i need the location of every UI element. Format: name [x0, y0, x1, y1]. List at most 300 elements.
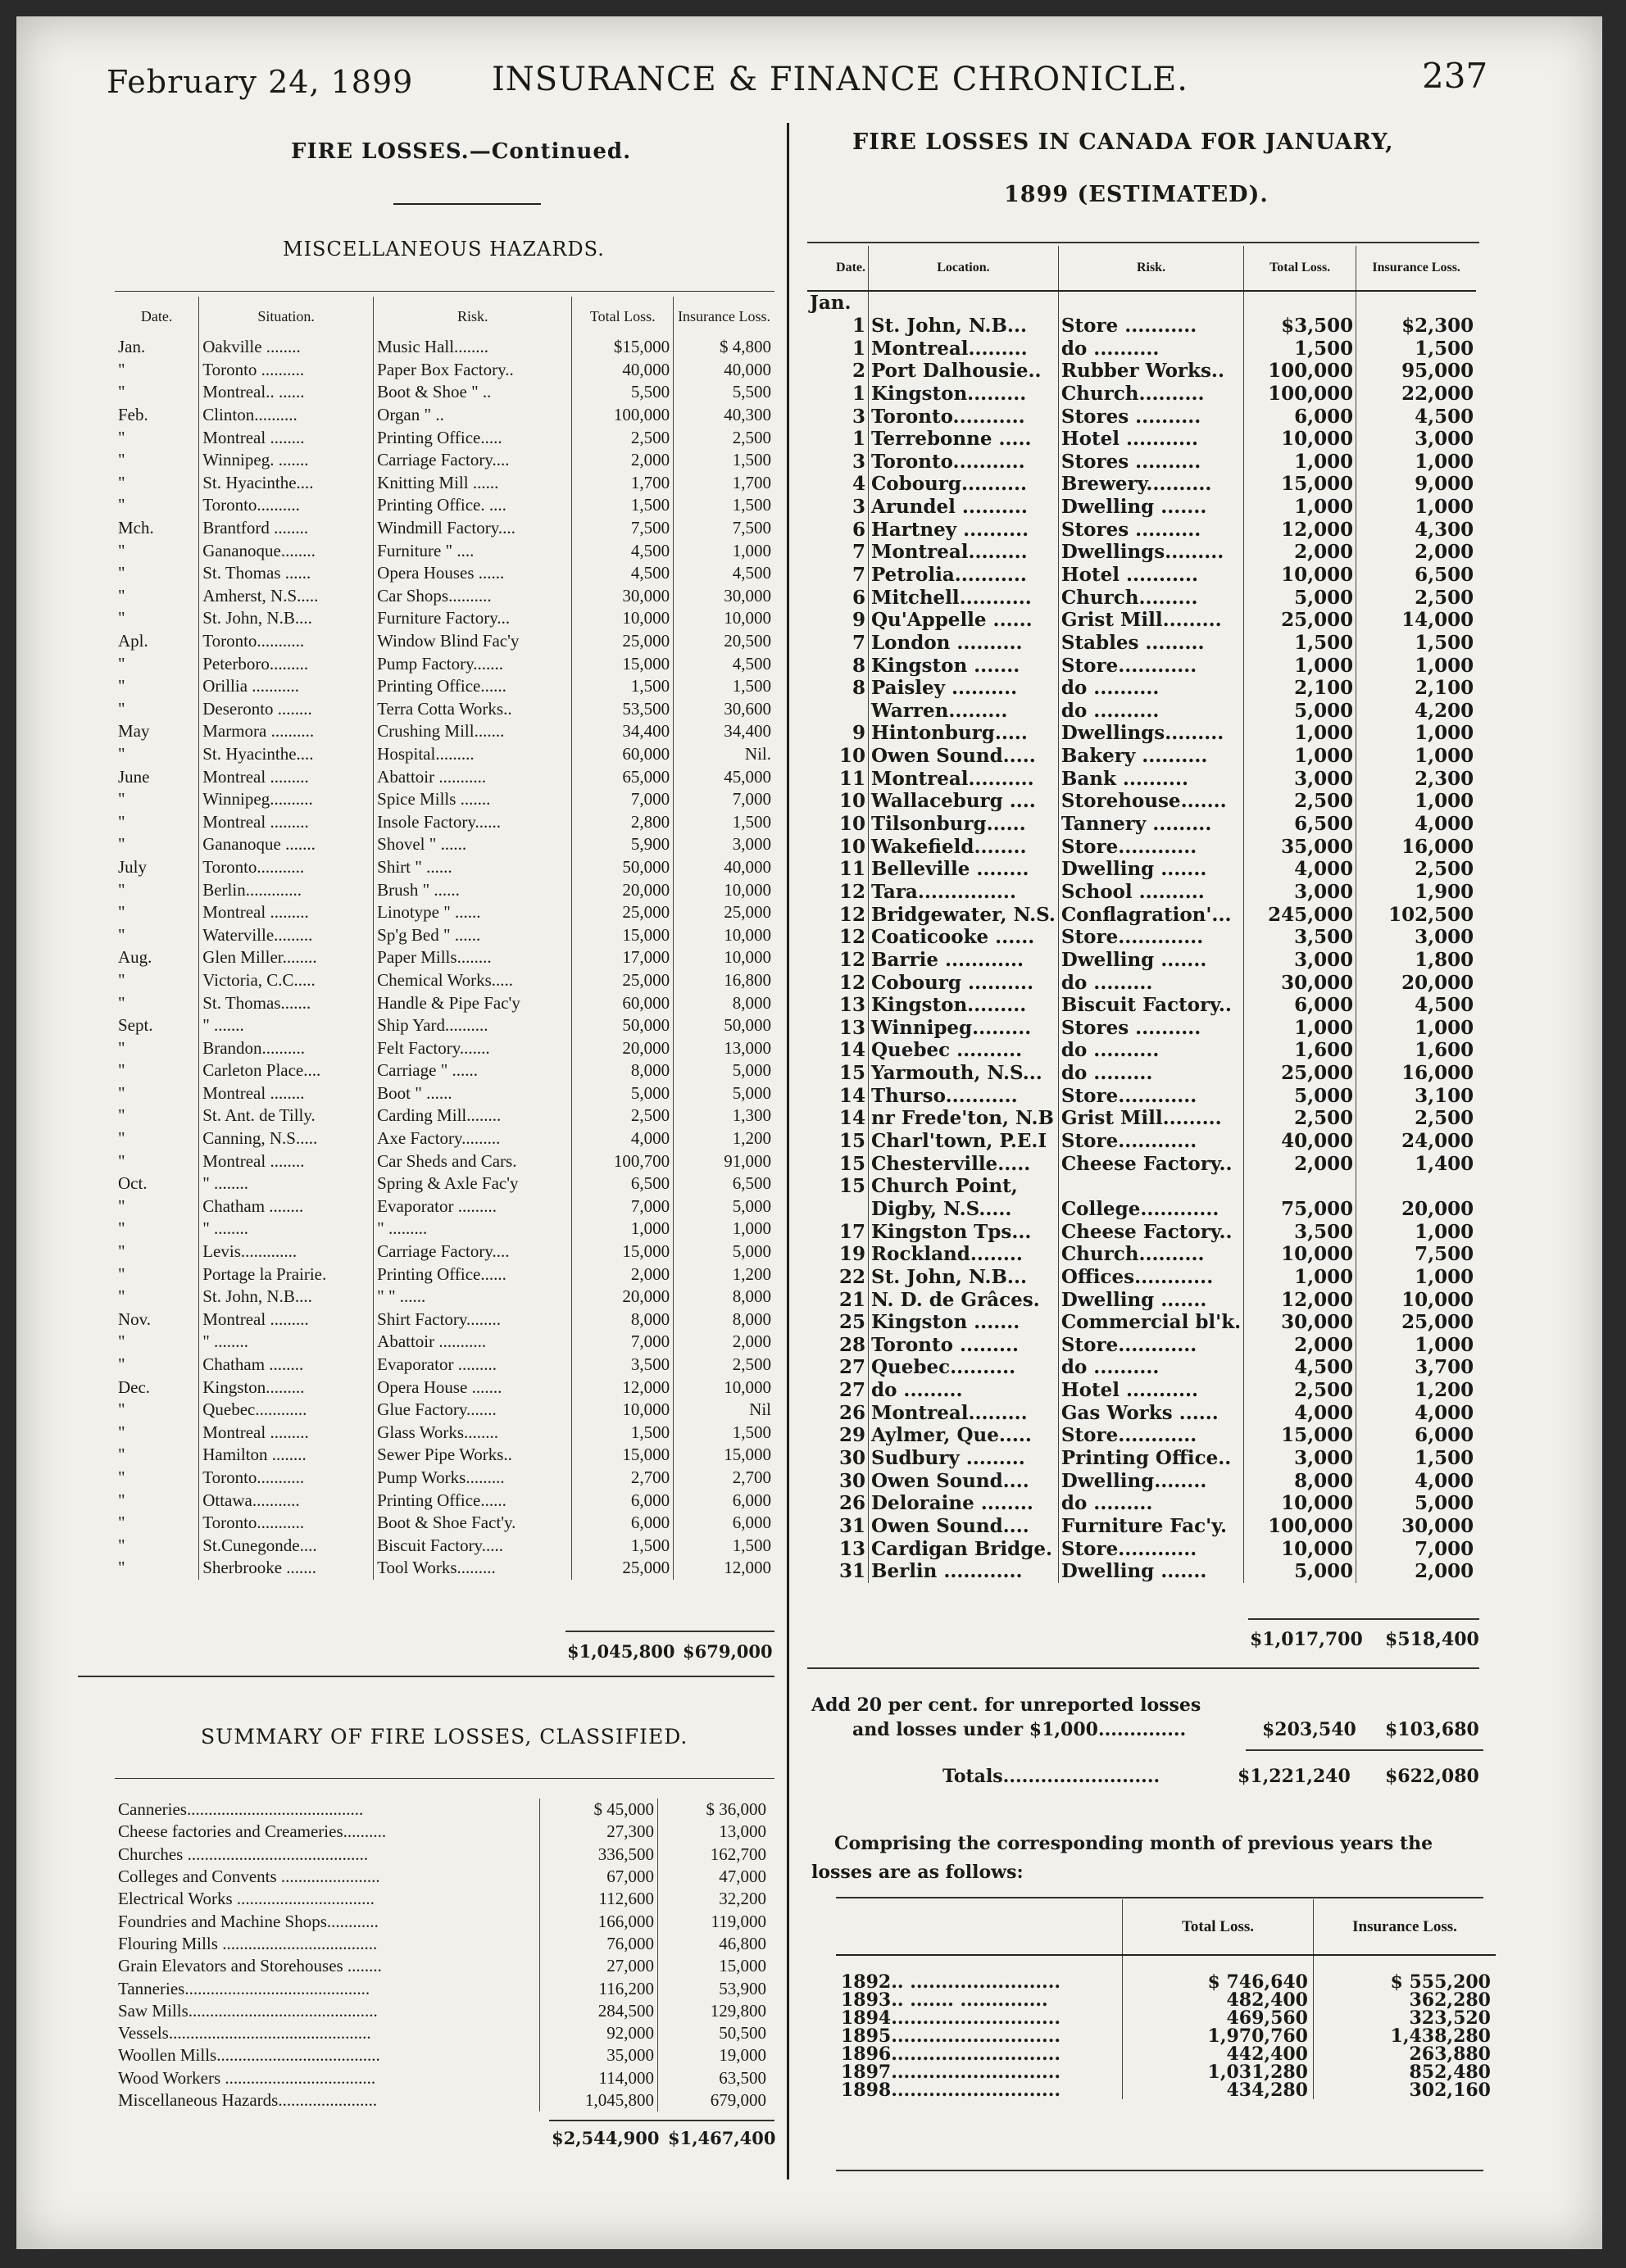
jan-row-cell: 3: [807, 405, 869, 428]
jan-row-cell: 1,500: [1244, 337, 1356, 360]
misc-row: [115, 426, 774, 449]
col-situation-header: Situation.: [199, 297, 374, 336]
misc-row: [115, 381, 774, 404]
misc-row: [115, 1512, 774, 1535]
misc-row-cell: $ 4,800: [720, 337, 771, 357]
summary-row-cell: 35,000: [540, 2044, 658, 2066]
misc-row-cell: Printing Office......: [374, 675, 572, 698]
jan-row-cell: 31: [807, 1560, 869, 1583]
misc-row-cell: 1,500: [572, 675, 674, 698]
prev-year-row: [836, 2063, 1496, 2081]
jan-bottom-rule: [807, 1667, 1479, 1669]
misc-row-cell: Winnipeg. .......: [199, 449, 374, 472]
misc-row-cell: Sept.: [115, 1014, 199, 1037]
misc-row-cell: ": [115, 1467, 199, 1490]
misc-row: [115, 1534, 774, 1557]
misc-row: [115, 878, 774, 901]
jan-row: [807, 1107, 1476, 1130]
misc-row-cell: ": [115, 1082, 199, 1105]
misc-row-cell: 3,500: [572, 1354, 674, 1377]
jan-row-cell: 10: [807, 835, 869, 858]
misc-row-cell: Clinton..........: [199, 404, 374, 427]
misc-row-cell: 34,400: [572, 720, 674, 743]
misc-row-cell: 1,000: [732, 540, 771, 560]
jan-row-cell: 7,000: [1415, 1537, 1474, 1560]
jan-row-cell: Winnipeg.........: [869, 1017, 1059, 1040]
jan-row-cell: 1,500: [1244, 632, 1356, 655]
misc-row-cell: 25,000: [572, 1557, 674, 1580]
misc-row-cell: Toronto ..........: [199, 359, 374, 382]
misc-row-cell: Axe Factory.........: [374, 1127, 572, 1150]
jan-row-cell: Kingston.........: [869, 383, 1059, 406]
jan-row-cell: 4,200: [1415, 699, 1474, 722]
jan-row-cell: 27: [807, 1379, 869, 1402]
misc-row-cell: 1,500: [572, 494, 674, 517]
misc-row-cell: ": [115, 539, 199, 562]
prev-year-row-cell: 469,560: [1123, 2009, 1314, 2027]
jan-row-cell: 9: [807, 609, 869, 632]
misc-hazards-heading: MISCELLANEOUS HAZARDS.: [283, 238, 605, 261]
misc-row-cell: Toronto..........: [199, 494, 374, 517]
jan-row-cell: Yarmouth, N.S...: [869, 1062, 1059, 1085]
misc-row-cell: Printing Office......: [374, 1263, 572, 1286]
jan-row: [807, 1017, 1476, 1040]
jan-row-cell: Stores ..........: [1058, 1017, 1243, 1040]
january-subheading: 1899 (ESTIMATED).: [1004, 182, 1269, 207]
jan-row-cell: 1,600: [1415, 1039, 1474, 1062]
jan-row-cell: 22,000: [1401, 382, 1474, 405]
misc-row-cell: 4,500: [732, 563, 771, 583]
jan-col-risk-header: Risk.: [1058, 246, 1243, 291]
jan-row: [807, 1356, 1476, 1379]
jan-row-cell: 15: [807, 1062, 869, 1085]
misc-row-cell: 2,500: [572, 426, 674, 449]
jan-row-cell: 1,800: [1415, 948, 1474, 971]
jan-row-cell: 3,500: [1244, 926, 1356, 949]
misc-row-cell: Chatham ........: [199, 1354, 374, 1377]
misc-row-cell: Carleton Place....: [199, 1059, 374, 1082]
prev-year-row: [836, 2027, 1496, 2045]
misc-row: [115, 1173, 774, 1195]
misc-row-cell: Linotype " ......: [374, 901, 572, 924]
jan-row-cell: Conflagration'...: [1058, 903, 1243, 926]
misc-row: [115, 720, 774, 743]
misc-row-cell: ": [115, 1534, 199, 1557]
misc-row-cell: St. Ant. de Tilly.: [199, 1105, 374, 1127]
misc-row-cell: ": [115, 494, 199, 517]
misc-row: [115, 1489, 774, 1512]
jan-row-cell: Stables .........: [1058, 632, 1243, 655]
misc-row-cell: 5,000: [732, 1241, 771, 1262]
jan-row-cell: Montreal..........: [869, 767, 1059, 790]
prev-year-row-cell: 1893.. ....... ..............: [836, 1991, 1123, 2009]
jan-row-cell: 8,000: [1244, 1469, 1356, 1492]
add-percent-insurance: $103,680: [1385, 1719, 1479, 1740]
jan-row-cell: 1,000: [1415, 1016, 1474, 1039]
misc-row-cell: Organ " ..: [374, 404, 572, 427]
jan-row-cell: do ..........: [1058, 677, 1243, 700]
prev-year-row-cell: 263,880: [1409, 2043, 1491, 2065]
jan-row-cell: 1,500: [1415, 1446, 1474, 1469]
jan-table-top-rule: [807, 242, 1479, 243]
jan-row-cell: Dwelling .......: [1058, 1560, 1243, 1583]
jan-col-insurance-loss-header: Insurance Loss.: [1372, 261, 1460, 274]
misc-row-cell: Deseronto ........: [199, 698, 374, 721]
misc-row-cell: Portage la Prairie.: [199, 1263, 374, 1286]
misc-row-cell: 10,000: [572, 1399, 674, 1422]
jan-row-cell: Dwelling .......: [1058, 496, 1243, 519]
misc-row-cell: 1,700: [732, 472, 771, 492]
jan-row-cell: 1,000: [1244, 722, 1356, 745]
jan-row-cell: 4,300: [1415, 518, 1474, 541]
misc-row-cell: 3,000: [732, 834, 771, 855]
summary-row: [115, 2067, 770, 2089]
jan-row-cell: 2,000: [1244, 1333, 1356, 1356]
misc-row-cell: 5,000: [732, 1060, 771, 1081]
jan-row: [807, 790, 1476, 813]
summary-row-cell: Saw Mills............................................: [115, 2000, 540, 2022]
summary-row: [115, 2000, 770, 2022]
jan-row-cell: 26: [807, 1492, 869, 1515]
misc-row-cell: 1,500: [732, 1422, 771, 1442]
misc-total-rule: [565, 1631, 774, 1632]
jan-row-cell: Offices............: [1058, 1266, 1243, 1289]
jan-row-cell: Dwellings.........: [1058, 541, 1243, 564]
jan-row-cell: School ..........: [1058, 881, 1243, 904]
misc-row: [115, 494, 774, 517]
misc-row-cell: 45,000: [724, 766, 771, 787]
jan-row: [807, 564, 1476, 587]
summary-row-cell: 116,200: [540, 1977, 658, 1999]
misc-row-cell: Aug.: [115, 946, 199, 969]
misc-row-cell: ": [115, 1286, 199, 1309]
misc-row-cell: Orillia ...........: [199, 675, 374, 698]
jan-row-cell: Stores ..........: [1058, 405, 1243, 428]
jan-col-date-header: Date.: [807, 246, 869, 291]
misc-row-cell: 6,000: [732, 1490, 771, 1510]
misc-row: [115, 1422, 774, 1445]
jan-row-cell: Petrolia...........: [869, 564, 1059, 587]
misc-row: [115, 969, 774, 992]
misc-row-cell: 1,000: [572, 1218, 674, 1241]
misc-row-cell: Tool Works.........: [374, 1557, 572, 1580]
jan-row-cell: Wallaceburg ....: [869, 790, 1059, 813]
jan-row-cell: 2,300: [1415, 767, 1474, 790]
summary-row-cell: Colleges and Convents .......................: [115, 1866, 540, 1888]
jan-row-cell: 4,000: [1244, 1401, 1356, 1424]
misc-row-cell: ": [115, 1195, 199, 1218]
jan-row-cell: 4,000: [1244, 858, 1356, 881]
jan-row: [807, 767, 1476, 790]
jan-row-cell: 7: [807, 564, 869, 587]
misc-row: [115, 1354, 774, 1377]
misc-row-cell: ": [115, 1241, 199, 1263]
summary-row: [115, 1977, 770, 1999]
misc-row-cell: Terra Cotta Works..: [374, 698, 572, 721]
prev-col-total-header: Total Loss.: [1123, 1899, 1314, 1955]
jan-row-cell: Charl'town, P.E.I: [869, 1130, 1059, 1153]
jan-row-cell: Sudbury .........: [869, 1447, 1059, 1470]
jan-row-cell: 10: [807, 790, 869, 813]
misc-row-cell: Felt Factory.......: [374, 1036, 572, 1059]
jan-row-cell: 12: [807, 881, 869, 904]
misc-row-cell: ": [115, 1036, 199, 1059]
summary-row-cell: Electrical Works ................................: [115, 1888, 540, 1910]
misc-row-cell: Carriage " ......: [374, 1059, 572, 1082]
jan-row-cell: 13: [807, 1537, 869, 1560]
jan-row-cell: Grist Mill.........: [1058, 609, 1243, 632]
summary-row-cell: Foundries and Machine Shops............: [115, 1910, 540, 1932]
misc-row-cell: 2,800: [572, 810, 674, 833]
misc-row-cell: 20,000: [572, 878, 674, 901]
jan-row: [807, 1515, 1476, 1538]
jan-row: [807, 473, 1476, 496]
summary-row-cell: 15,000: [719, 1956, 766, 1976]
jan-row-cell: Church Point,: [869, 1175, 1059, 1198]
jan-row-cell: Dwelling........: [1058, 1469, 1243, 1492]
misc-row-cell: Brandon..........: [199, 1036, 374, 1059]
jan-row-cell: Chesterville.....: [869, 1152, 1059, 1175]
misc-row-cell: Handle & Pipe Fac'y: [374, 991, 572, 1014]
jan-row-cell: Aylmer, Que.....: [869, 1424, 1059, 1447]
jan-row-cell: Store............: [1058, 654, 1243, 677]
jan-row: [807, 1039, 1476, 1062]
jan-row-cell: Store............: [1058, 1130, 1243, 1153]
jan-row: [807, 1469, 1476, 1492]
misc-row-cell: Hospital.........: [374, 743, 572, 766]
misc-row: [115, 946, 774, 969]
jan-col-location-header: Location.: [869, 246, 1059, 291]
jan-row-cell: Church..........: [1058, 1243, 1243, 1266]
jan-row-cell: 2,100: [1415, 677, 1474, 700]
misc-row-cell: 15,000: [572, 652, 674, 675]
jan-row-cell: Storehouse.......: [1058, 790, 1243, 813]
jan-row-cell: 1,000: [1244, 1266, 1356, 1289]
jan-row-cell: 29: [807, 1424, 869, 1447]
summary-row-cell: $ 45,000: [540, 1799, 658, 1821]
misc-row-cell: 25,000: [572, 901, 674, 924]
jan-row-cell: 4,000: [1415, 813, 1474, 836]
misc-row-cell: Jan.: [115, 336, 199, 359]
misc-row: [115, 788, 774, 811]
jan-row: [807, 1062, 1476, 1085]
misc-row-cell: Shovel " ......: [374, 833, 572, 856]
misc-row: [115, 607, 774, 630]
prev-year-row-cell: 1895...........................: [836, 2027, 1123, 2045]
jan-row-cell: Hotel ...........: [1058, 564, 1243, 587]
jan-row: [807, 450, 1476, 473]
misc-row-cell: 53,500: [572, 698, 674, 721]
jan-row-cell: $2,300: [1401, 314, 1474, 337]
misc-row-cell: 15,000: [724, 1445, 771, 1465]
jan-row-cell: 9,000: [1415, 473, 1474, 496]
jan-row-cell: 4,500: [1244, 1356, 1356, 1379]
jan-row: [807, 1266, 1476, 1289]
jan-row-cell: Store............: [1058, 1084, 1243, 1107]
misc-row-cell: Levis.............: [199, 1241, 374, 1263]
jan-row-cell: [1058, 1175, 1243, 1198]
summary-row-cell: 19,000: [719, 2045, 766, 2066]
misc-row: [115, 923, 774, 946]
misc-row: [115, 630, 774, 653]
jan-row: [807, 337, 1476, 360]
misc-row-cell: Printing Office......: [374, 1489, 572, 1512]
prev-table-top-rule: [836, 1897, 1483, 1898]
previous-years-intro-1: Comprising the corresponding month of previous years the: [834, 1833, 1433, 1854]
misc-row-cell: 30,000: [724, 585, 771, 606]
misc-row-cell: Printing Office. ....: [374, 494, 572, 517]
misc-row-cell: 2,000: [572, 1263, 674, 1286]
misc-row-cell: 34,400: [724, 721, 771, 742]
jan-row-cell: 10: [807, 813, 869, 836]
misc-row-cell: Music Hall........: [374, 336, 572, 359]
misc-row-cell: ": [115, 585, 199, 608]
jan-row-cell: 21: [807, 1288, 869, 1311]
misc-row-cell: Abattoir ...........: [374, 1331, 572, 1354]
misc-hazards-table: [115, 297, 774, 1580]
misc-row-cell: 60,000: [572, 991, 674, 1014]
misc-row-cell: Montreal .........: [199, 1422, 374, 1445]
jan-row-cell: Dwelling .......: [1058, 949, 1243, 972]
misc-row-cell: 1,500: [572, 1422, 674, 1445]
misc-row-cell: 17,000: [572, 946, 674, 969]
misc-row-cell: ": [115, 1331, 199, 1354]
misc-row: [115, 562, 774, 585]
jan-row-cell: 1,000: [1415, 722, 1474, 745]
misc-row-cell: Ottawa...........: [199, 1489, 374, 1512]
misc-row-cell: Opera Houses ......: [374, 562, 572, 585]
misc-row-cell: 4,500: [572, 562, 674, 585]
misc-row-cell: ": [115, 1059, 199, 1082]
misc-row-cell: ": [115, 1127, 199, 1150]
misc-row-cell: 1,300: [732, 1105, 771, 1126]
misc-row-cell: 5,000: [732, 1195, 771, 1216]
misc-row-cell: Boot & Shoe Fact'y.: [374, 1512, 572, 1535]
jan-row-cell: Hartney ..........: [869, 518, 1059, 541]
summary-row-cell: 46,800: [719, 1933, 766, 1953]
jan-row-cell: Hintonburg.....: [869, 722, 1059, 745]
misc-row-cell: ": [115, 1263, 199, 1286]
misc-row-cell: 8,000: [732, 1286, 771, 1307]
misc-row-cell: 50,000: [572, 1014, 674, 1037]
misc-row-cell: ": [115, 698, 199, 721]
misc-row: [115, 1105, 774, 1127]
misc-row-cell: 20,500: [724, 631, 771, 651]
jan-row-cell: 6: [807, 518, 869, 541]
misc-row: [115, 1036, 774, 1059]
misc-row-cell: 2,000: [732, 1331, 771, 1352]
jan-row: [807, 1447, 1476, 1470]
misc-row: [115, 1286, 774, 1309]
misc-row-cell: ": [115, 833, 199, 856]
misc-row-cell: 7,500: [572, 517, 674, 540]
prev-year-row: [836, 2081, 1496, 2099]
jan-row-cell: 3: [807, 496, 869, 519]
misc-row-cell: Knitting Mill ......: [374, 472, 572, 495]
previous-years-intro-2: losses are as follows:: [811, 1862, 1024, 1883]
prev-col-year-header: [836, 1899, 1123, 1955]
misc-row: [115, 698, 774, 721]
prev-year-row: [836, 2045, 1496, 2063]
jan-row-cell: 30,000: [1401, 1514, 1474, 1537]
misc-row-cell: 20,000: [572, 1036, 674, 1059]
jan-row-cell: 2,100: [1244, 677, 1356, 700]
jan-row-cell: Tilsonburg......: [869, 813, 1059, 836]
jan-row-cell: Rockland........: [869, 1243, 1059, 1266]
summary-total-loss: $2,544,900: [552, 2128, 660, 2148]
jan-row: [807, 541, 1476, 564]
misc-row: [115, 743, 774, 766]
misc-row-cell: 40,300: [724, 405, 771, 425]
misc-row-cell: 5,000: [572, 1082, 674, 1105]
misc-row-cell: Furniture Factory...: [374, 607, 572, 630]
jan-row-cell: College............: [1058, 1198, 1243, 1221]
jan-row-cell: 15: [807, 1130, 869, 1153]
misc-row-cell: 1,500: [732, 811, 771, 832]
jan-row-cell: 15,000: [1244, 1424, 1356, 1447]
misc-row-cell: ": [115, 1557, 199, 1580]
summary-row: [115, 2044, 770, 2066]
summary-row: [115, 1821, 770, 1843]
jan-row-cell: Rubber Works..: [1058, 360, 1243, 383]
misc-row-cell: 6,000: [572, 1512, 674, 1535]
jan-row: [807, 1175, 1476, 1198]
jan-row-cell: Hotel ...........: [1058, 428, 1243, 451]
jan-row: [807, 518, 1476, 541]
jan-row-cell: [807, 700, 869, 723]
jan-row-cell: 14: [807, 1107, 869, 1130]
jan-row-cell: do ..........: [1058, 1356, 1243, 1379]
jan-row-cell: Biscuit Factory..: [1058, 994, 1243, 1017]
jan-row: [807, 609, 1476, 632]
misc-row-cell: Opera House .......: [374, 1376, 572, 1399]
jan-row-cell: Bank ..........: [1058, 767, 1243, 790]
jan-row-cell: 20,000: [1401, 971, 1474, 994]
misc-row-cell: ": [115, 1444, 199, 1467]
jan-row-cell: Arundel ..........: [869, 496, 1059, 519]
summary-row-cell: 63,500: [719, 2067, 766, 2088]
jan-row: [807, 903, 1476, 926]
jan-row-cell: 1: [807, 428, 869, 451]
misc-row-cell: ": [115, 1105, 199, 1127]
jan-row-cell: Dwelling .......: [1058, 1288, 1243, 1311]
misc-row-cell: 10,000: [724, 608, 771, 628]
jan-row-cell: $3,500: [1244, 315, 1356, 338]
jan-row-cell: 7: [807, 541, 869, 564]
jan-row: [807, 1333, 1476, 1356]
jan-row-cell: 6,500: [1244, 813, 1356, 836]
misc-row: [115, 765, 774, 788]
misc-row-cell: 25,000: [724, 902, 771, 923]
jan-row: [807, 1198, 1476, 1221]
misc-total-loss: $1,045,800: [567, 1641, 675, 1662]
misc-row-cell: 1,700: [572, 472, 674, 495]
jan-row-cell: 5,000: [1244, 1560, 1356, 1583]
jan-row-cell: Digby, N.S.....: [869, 1198, 1059, 1221]
jan-row-cell: 15,000: [1244, 473, 1356, 496]
jan-row-cell: 4,000: [1415, 1469, 1474, 1492]
misc-row-cell: 1,500: [732, 676, 771, 696]
misc-row: [115, 336, 774, 359]
jan-row: [807, 315, 1476, 338]
jan-row-cell: 2,500: [1244, 1379, 1356, 1402]
jan-row-cell: 5,000: [1244, 586, 1356, 609]
misc-row-cell: Oakville ........: [199, 336, 374, 359]
misc-row-cell: July: [115, 856, 199, 879]
prev-year-row-cell: $ 555,200: [1390, 1971, 1491, 1993]
jan-row-cell: Port Dalhousie..: [869, 360, 1059, 383]
misc-row-cell: ": [115, 449, 199, 472]
